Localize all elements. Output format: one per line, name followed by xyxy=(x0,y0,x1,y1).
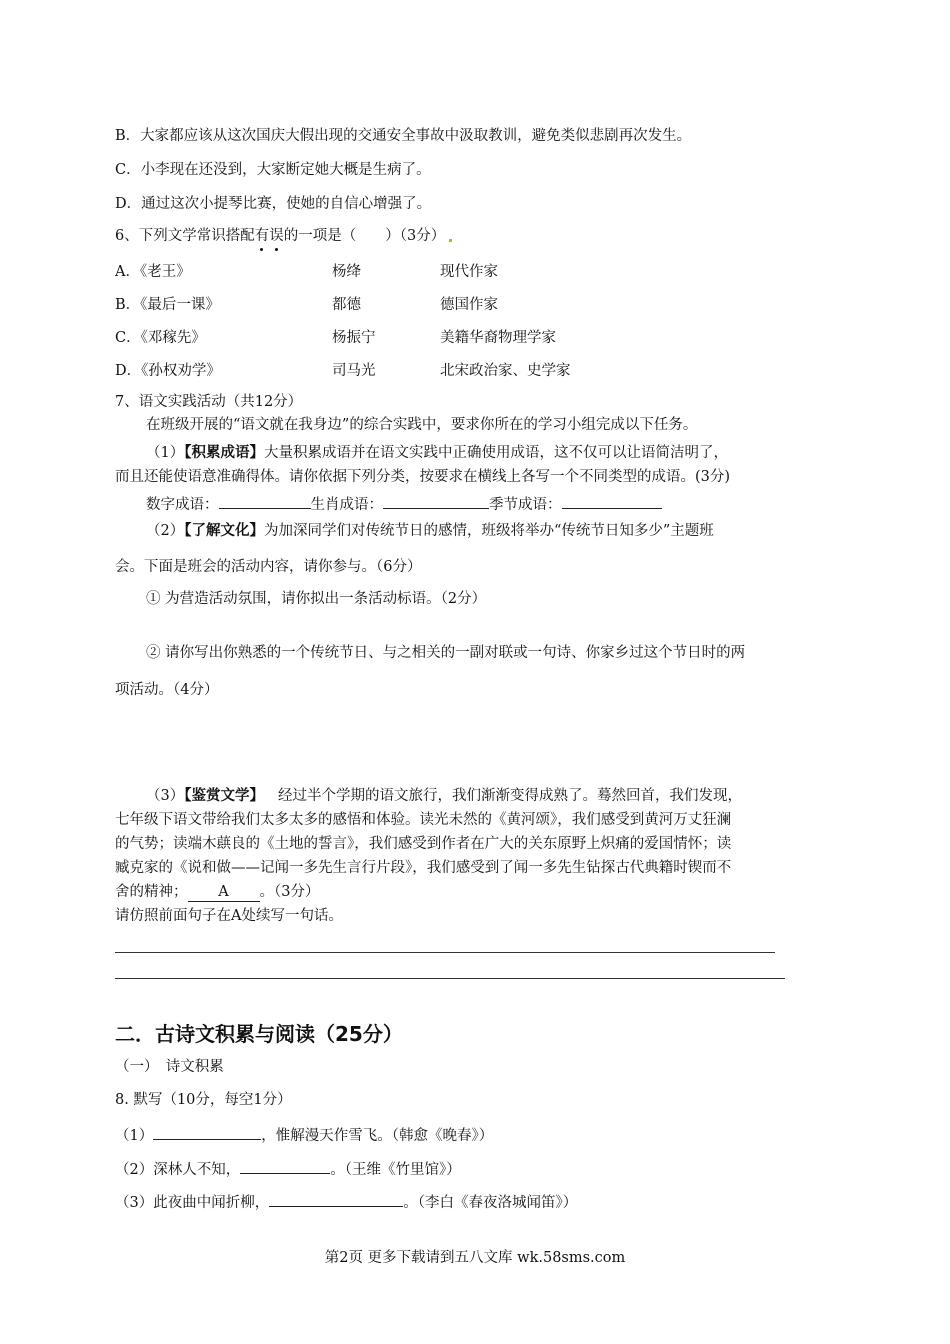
q7-part3-text2: 七年级下语文带给我们太多太多的感悟和体验。读光未然的《黄河颂》，我们感受到黄河万丈狂澜 xyxy=(115,812,732,828)
q7-part1-heading: 【积累成语】 xyxy=(184,444,264,461)
q5-option-c: C．小李现在还没到，大家断定她大概是生病了。 xyxy=(115,162,431,178)
q8-item-1-blank[interactable] xyxy=(153,1124,261,1140)
q7-part2-text1: 为加深同学们对传统节日的感情，班级将举办“传统节日知多少”主题班 xyxy=(263,523,714,539)
q8-item-1 xyxy=(115,1124,493,1146)
idiom-zodiac-blank[interactable] xyxy=(383,493,489,509)
q8-item-2-post: 。（王维《竹里馆》） xyxy=(330,1162,461,1178)
q6-stem xyxy=(115,226,452,246)
q7-part3-blank-a[interactable] xyxy=(188,884,260,902)
q8-item-3 xyxy=(115,1191,577,1213)
q7-part3-text1: 经过半个学期的语文旅行，我们渐渐变得成熟了。蓦然回首，我们发现， xyxy=(277,788,742,804)
q7-part1-text2: 而且还能使语意准确得体。请你依据下列分类，按要求在横线上各写一个不同类型的成语。(3分) xyxy=(115,469,731,485)
q7-part1-text1: 大量积累成语并在语文实践中正确使用成语，这不仅可以让语简洁明了， xyxy=(263,445,728,461)
q7-intro: 在班级开展的“语文就在我身边”的综合实践中，要求你所在的学习小组完成以下任务。 xyxy=(146,417,698,433)
emphasis-dot-icon xyxy=(260,248,263,251)
idiom-season-blank[interactable] xyxy=(562,493,662,509)
q5-option-b: B．大家都应该从这次国庆大假出现的交通安全事故中汲取教训，避免类似悲剧再次发生。 xyxy=(115,128,692,144)
q6-stem-emph-2-text: 误 xyxy=(269,228,284,244)
q6-option-d-work: D．《孙权劝学》 xyxy=(115,363,221,379)
q7-part3-blank-a-label: A xyxy=(218,884,229,900)
yellow-mark-icon xyxy=(449,239,452,242)
q7-part3-text5-post: 。（3分） xyxy=(259,884,320,900)
q6-option-c-author: 杨振宁 xyxy=(332,330,376,346)
q7-part3-instruction: 请仿照前面句子在A处续写一句话。 xyxy=(115,908,343,924)
q6-option-a-author: 杨绛 xyxy=(332,264,361,280)
q6-stem-emph-2 xyxy=(269,226,284,246)
q7-idiom-row xyxy=(146,493,662,515)
q7-part3-line5 xyxy=(115,882,319,902)
q5-option-d: D．通过这次小提琴比赛，使她的自信心增强了。 xyxy=(115,196,432,212)
q7-part3-text5-pre: 舍的精神； xyxy=(115,884,188,900)
q6-option-b-author: 都德 xyxy=(332,297,361,313)
section2-title: 二．古诗文积累与阅读（25分） xyxy=(115,1022,403,1046)
q7-title: 7、语文实践活动（共12分） xyxy=(115,394,303,410)
q7-part2-sub2-line1: ② 请你写出你熟悉的一个传统节日、与之相关的一副对联或一句诗、你家乡过这个节日时的两 xyxy=(146,645,746,661)
q6-stem-emph-1 xyxy=(255,226,270,246)
q7-part3-text3: 的气势；读端木蕻良的《土地的誓言》，我们感受到作者在广大的关东原野上炽痛的爱国情怀；读 xyxy=(115,836,732,852)
q7-part3-text4: 臧克家的《说和做——记闻一多先生言行片段》，我们感受到了闻一多先生钻探古代典籍时锲而不 xyxy=(115,860,732,876)
section2-sub1: （一） 诗文积累 xyxy=(115,1059,224,1075)
page-footer: 第2页 更多下载请到五八文库 wk.58sms.com xyxy=(324,1250,626,1266)
q7-part2-line1 xyxy=(146,521,714,541)
q7-part2-heading: 【了解文化】 xyxy=(184,522,264,539)
q7-part2-num: （2） xyxy=(146,523,185,539)
q6-option-b-work: B．《最后一课》 xyxy=(115,297,220,313)
q7-part2-sub2-line2: 项活动。（4分） xyxy=(115,682,219,698)
q7-part3-num: （3） xyxy=(146,788,185,804)
q7-part1-num: （1） xyxy=(146,445,185,461)
idiom-number-blank[interactable] xyxy=(219,493,311,509)
q7-part2-sub1: ① 为营造活动氛围，请你拟出一条活动标语。（2分） xyxy=(146,591,487,607)
q7-part2-text2: 会。下面是班会的活动内容，请你参与。（6分） xyxy=(115,559,422,575)
q6-option-a-work: A．《老王》 xyxy=(115,264,191,280)
q8-item-3-pre: （3）此夜曲中闻折柳， xyxy=(115,1195,270,1211)
emphasis-dot-icon xyxy=(275,248,278,251)
answer-line-1[interactable] xyxy=(115,952,775,953)
q6-option-c-desc: 美籍华裔物理学家 xyxy=(440,330,556,346)
q8-item-2-blank[interactable] xyxy=(240,1158,330,1174)
q7-part3-line1 xyxy=(146,786,742,806)
q6-option-a-desc: 现代作家 xyxy=(440,264,498,280)
q6-option-d-desc: 北宋政治家、史学家 xyxy=(440,363,571,379)
q6-stem-pre: 6、下列文学常识搭配 xyxy=(115,228,255,244)
q8-item-2-pre: （2）深林人不知， xyxy=(115,1162,241,1178)
q6-option-d-author: 司马光 xyxy=(332,363,376,379)
idiom-season-label: 季节成语： xyxy=(489,497,562,513)
q8-title: 8. 默写（10分，每空1分） xyxy=(115,1092,292,1108)
q8-item-1-post: ，惟解漫天作雪飞。（韩愈《晚春》） xyxy=(261,1128,494,1144)
q6-stem-emph-1-text: 有 xyxy=(254,228,270,244)
q6-option-c-work: C．《邓稼先》 xyxy=(115,330,206,346)
q8-item-3-blank[interactable] xyxy=(269,1191,403,1207)
q8-item-2 xyxy=(115,1158,461,1180)
idiom-zodiac-label: 生肖成语： xyxy=(310,497,383,513)
q8-item-3-post: 。（李白《春夜洛城闻笛》） xyxy=(403,1195,578,1211)
q6-option-b-desc: 德国作家 xyxy=(440,297,498,313)
answer-line-2[interactable] xyxy=(115,978,785,979)
q7-part1-line1 xyxy=(146,443,728,463)
q7-part3-heading: 【鉴赏文学】 xyxy=(184,787,264,804)
idiom-number-label: 数字成语： xyxy=(146,497,219,513)
q6-stem-post: 的一项是（ ）（3分） xyxy=(283,228,446,244)
q8-item-1-pre: （1） xyxy=(115,1128,154,1144)
